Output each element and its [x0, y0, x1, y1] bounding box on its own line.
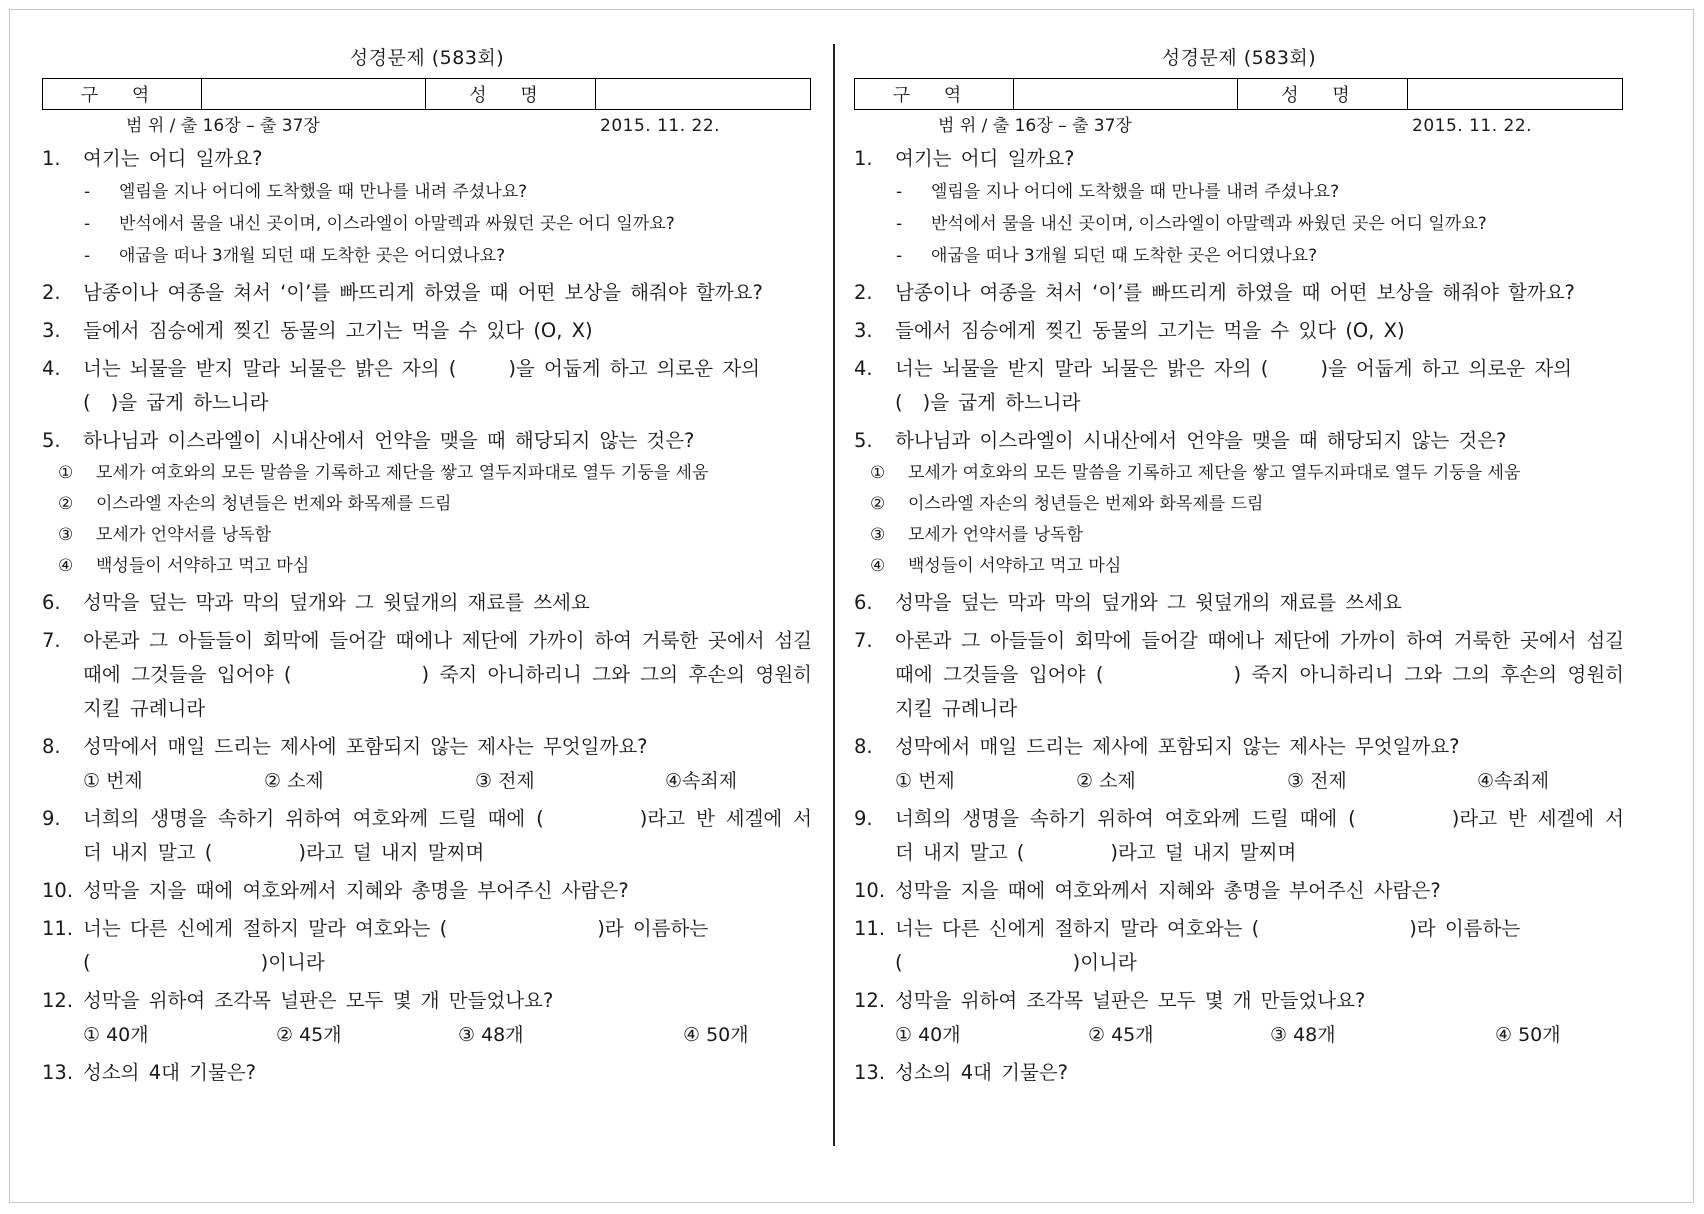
question-number: 2.: [42, 281, 61, 304]
question-3: [854, 314, 1624, 348]
question-text: 성막을 지을 때에 여호와께서 지혜와 총명을 부어주신 사람은?: [83, 879, 629, 902]
option-2: ② 이스라엘 자손의 청년들은 번제와 화목제를 드림: [870, 494, 1264, 514]
question-6: [42, 586, 812, 620]
question-number: 2.: [854, 281, 873, 304]
question-text: 성막에서 매일 드리는 제사에 포함되지 않는 제사는 무엇일까요?: [83, 735, 648, 758]
question-2: [42, 276, 812, 310]
question-number: 3.: [854, 319, 873, 342]
question-text: 성막을 위하여 조각목 널판은 모두 몇 개 만들었나요?: [83, 989, 554, 1012]
meta-row: [854, 110, 1624, 142]
question-1: [42, 142, 812, 176]
area-label: 구 역: [855, 79, 1014, 110]
question-2: [854, 276, 1624, 310]
date-text: 2015. 11. 22.: [600, 116, 721, 136]
question-text: 하나님과 이스라엘이 시내산에서 언약을 맺을 때 해당되지 않는 것은?: [895, 429, 1507, 452]
question-4: [854, 352, 1624, 420]
question-11: [854, 912, 1624, 980]
question-8: [854, 730, 1624, 764]
question-number: 6.: [42, 591, 61, 614]
question-4: [42, 352, 812, 420]
info-table: [854, 78, 1623, 110]
question-number: 3.: [42, 319, 61, 342]
sub-question: - 반석에서 물을 내신 곳이며, 이스라엘이 아말렉과 싸웠던 곳은 어디 일까요?: [854, 208, 1624, 240]
question-10: [854, 874, 1624, 908]
option-4: ④ 백성들이 서약하고 먹고 마심: [870, 556, 1122, 576]
question-number: 5.: [42, 429, 61, 452]
area-label: 구 역: [43, 79, 202, 110]
question-text: 성막을 덮는 막과 막의 덮개와 그 윗덮개의 재료를 쓰세요: [83, 591, 590, 614]
sub-question: - 애굽을 떠나 3개월 되던 때 도착한 곳은 어디였나요?: [42, 240, 812, 272]
sub-question-text: 애굽을 떠나 3개월 되던 때 도착한 곳은 어디였나요?: [119, 246, 506, 266]
quiz-copy-right: [854, 44, 1624, 1090]
question-12: [854, 984, 1624, 1018]
question-3: [42, 314, 812, 348]
choices-row: [854, 1018, 1624, 1052]
sub-question: - 엘림을 지나 어디에 도착했을 때 만나를 내려 주셨나요?: [854, 176, 1624, 208]
question-number: 1.: [854, 147, 873, 170]
question-7: [42, 624, 812, 726]
choice-1: ① 번제: [895, 770, 955, 792]
choice-4: ④속죄제: [1477, 770, 1550, 792]
choice-3: ③ 48개: [458, 1024, 524, 1046]
option-3: ③ 모세가 언약서를 낭독함: [58, 525, 272, 545]
question-text: 너는 뇌물을 받지 말라 뇌물은 밝은 자의 ( )을 어둡게 하고 의로운 자의 ( )을 굽게 하느니라: [895, 357, 1572, 414]
sub-question: - 반석에서 물을 내신 곳이며, 이스라엘이 아말렉과 싸웠던 곳은 어디 일까요?: [42, 208, 812, 240]
question-13: [854, 1056, 1624, 1090]
question-number: 13.: [854, 1061, 886, 1084]
question-text: 너희의 생명을 속하기 위하여 여호와께 드릴 때에 ( )라고 반 세겔에 서 더 내지 말고 ( )라고 덜 내지 말찌며: [895, 807, 1624, 864]
choice-4: ④ 50개: [1495, 1024, 1561, 1046]
question-8: [42, 730, 812, 764]
question-text: 너는 다른 신에게 절하지 말라 여호와는 ( )라 이름하는 ( )이니라: [895, 917, 1521, 974]
option-2: ② 이스라엘 자손의 청년들은 번제와 화목제를 드림: [58, 494, 452, 514]
question-number: 7.: [854, 629, 873, 652]
name-field[interactable]: [596, 79, 811, 110]
question-text: 성소의 4대 기물은?: [895, 1061, 1069, 1084]
question-text: 성막에서 매일 드리는 제사에 포함되지 않는 제사는 무엇일까요?: [895, 735, 1460, 758]
question-11: [42, 912, 812, 980]
question-13: [42, 1056, 812, 1090]
name-field[interactable]: [1408, 79, 1623, 110]
question-text: 남종이나 여종을 쳐서 ‘이’를 빠뜨리게 하였을 때 어떤 보상을 해줘야 할까요?: [895, 281, 1575, 304]
question-text: 성막을 위하여 조각목 널판은 모두 몇 개 만들었나요?: [895, 989, 1366, 1012]
question-number: 4.: [854, 357, 873, 380]
area-field[interactable]: [1014, 79, 1238, 110]
question-5: [42, 424, 812, 458]
quiz-copy-left: [42, 44, 812, 1090]
choice-3: ③ 전제: [475, 770, 535, 792]
question-number: 11.: [854, 917, 886, 940]
question-number: 10.: [42, 879, 74, 902]
choice-2: ② 소제: [264, 770, 324, 792]
meta-row: [42, 110, 812, 142]
question-number: 7.: [42, 629, 61, 652]
question-number: 5.: [854, 429, 873, 452]
question-text: 여기는 어디 일까요?: [83, 147, 263, 170]
info-table: [42, 78, 811, 110]
choice-2: ② 소제: [1076, 770, 1136, 792]
area-field[interactable]: [202, 79, 426, 110]
question-number: 11.: [42, 917, 74, 940]
question-1: [854, 142, 1624, 176]
option-1: ① 모세가 여호와의 모든 말씀을 기록하고 제단을 쌓고 열두지파대로 열두 기둥을 세움: [870, 463, 1521, 483]
choices-row: [854, 764, 1624, 798]
question-10: [42, 874, 812, 908]
sub-question-text: 엘림을 지나 어디에 도착했을 때 만나를 내려 주셨나요?: [119, 182, 528, 202]
choice-2: ② 45개: [276, 1024, 342, 1046]
question-9: [42, 802, 812, 870]
sub-question-text: 반석에서 물을 내신 곳이며, 이스라엘이 아말렉과 싸웠던 곳은 어디 일까요?: [931, 214, 1487, 234]
sub-question: - 애굽을 떠나 3개월 되던 때 도착한 곳은 어디였나요?: [854, 240, 1624, 272]
question-text: 성막을 지을 때에 여호와께서 지혜와 총명을 부어주신 사람은?: [895, 879, 1441, 902]
date-text: 2015. 11. 22.: [1412, 116, 1533, 136]
question-text: 아론과 그 아들들이 회막에 들어갈 때에나 제단에 가까이 하여 거룩한 곳에서 섬길 때에 그것들을 입어야 ( ) 죽지 아니하리니 그와 그의 후손의 영원히 지킬 규례니라: [83, 629, 812, 720]
question-text: 성소의 4대 기물은?: [83, 1061, 257, 1084]
question-text: 여기는 어디 일까요?: [895, 147, 1075, 170]
option-4: ④ 백성들이 서약하고 먹고 마심: [58, 556, 310, 576]
page-title: 성경문제 (583회): [1161, 47, 1317, 69]
question-text: 남종이나 여종을 쳐서 ‘이’를 빠뜨리게 하였을 때 어떤 보상을 해줘야 할까요?: [83, 281, 763, 304]
option-3: ③ 모세가 언약서를 낭독함: [870, 525, 1084, 545]
question-number: 12.: [854, 989, 886, 1012]
question-text: 성막을 덮는 막과 막의 덮개와 그 윗덮개의 재료를 쓰세요: [895, 591, 1402, 614]
question-text: 너는 뇌물을 받지 말라 뇌물은 밝은 자의 ( )을 어둡게 하고 의로운 자의 ( )을 굽게 하느니라: [83, 357, 760, 414]
question-text: 들에서 짐승에게 찢긴 동물의 고기는 먹을 수 있다 (O, X): [83, 319, 593, 342]
name-label: 성 명: [1238, 79, 1408, 110]
choice-3: ③ 전제: [1287, 770, 1347, 792]
question-number: 4.: [42, 357, 61, 380]
question-number: 8.: [854, 735, 873, 758]
range-text: 범 위 / 출 16장 – 출 37장: [126, 116, 320, 136]
sub-question-text: 엘림을 지나 어디에 도착했을 때 만나를 내려 주셨나요?: [931, 182, 1340, 202]
choices-row: [42, 1018, 812, 1052]
column-divider: [833, 44, 835, 1146]
choice-2: ② 45개: [1088, 1024, 1154, 1046]
question-12: [42, 984, 812, 1018]
sub-question: - 엘림을 지나 어디에 도착했을 때 만나를 내려 주셨나요?: [42, 176, 812, 208]
question-text: 아론과 그 아들들이 회막에 들어갈 때에나 제단에 가까이 하여 거룩한 곳에서 섬길 때에 그것들을 입어야 ( ) 죽지 아니하리니 그와 그의 후손의 영원히 지킬 규례니라: [895, 629, 1624, 720]
question-number: 1.: [42, 147, 61, 170]
range-text: 범 위 / 출 16장 – 출 37장: [938, 116, 1132, 136]
choice-4: ④ 50개: [683, 1024, 749, 1046]
page-title: 성경문제 (583회): [349, 47, 505, 69]
question-number: 9.: [854, 807, 873, 830]
sub-question-text: 반석에서 물을 내신 곳이며, 이스라엘이 아말렉과 싸웠던 곳은 어디 일까요?: [119, 214, 675, 234]
question-number: 13.: [42, 1061, 74, 1084]
question-text: 너희의 생명을 속하기 위하여 여호와께 드릴 때에 ( )라고 반 세겔에 서 더 내지 말고 ( )라고 덜 내지 말찌며: [83, 807, 812, 864]
choice-3: ③ 48개: [1270, 1024, 1336, 1046]
question-number: 6.: [854, 591, 873, 614]
question-text: 너는 다른 신에게 절하지 말라 여호와는 ( )라 이름하는 ( )이니라: [83, 917, 709, 974]
question-number: 10.: [854, 879, 886, 902]
choice-1: ① 40개: [895, 1024, 961, 1046]
question-text: 들에서 짐승에게 찢긴 동물의 고기는 먹을 수 있다 (O, X): [895, 319, 1405, 342]
option-1: ① 모세가 여호와의 모든 말씀을 기록하고 제단을 쌓고 열두지파대로 열두 기둥을 세움: [58, 463, 709, 483]
question-7: [854, 624, 1624, 726]
question-9: [854, 802, 1624, 870]
question-text: 하나님과 이스라엘이 시내산에서 언약을 맺을 때 해당되지 않는 것은?: [83, 429, 695, 452]
question-number: 8.: [42, 735, 61, 758]
choice-1: ① 번제: [83, 770, 143, 792]
sub-question-text: 애굽을 떠나 3개월 되던 때 도착한 곳은 어디였나요?: [931, 246, 1318, 266]
choices-row: [42, 764, 812, 798]
question-6: [854, 586, 1624, 620]
choice-1: ① 40개: [83, 1024, 149, 1046]
name-label: 성 명: [426, 79, 596, 110]
question-5: [854, 424, 1624, 458]
question-number: 12.: [42, 989, 74, 1012]
question-number: 9.: [42, 807, 61, 830]
choice-4: ④속죄제: [665, 770, 738, 792]
